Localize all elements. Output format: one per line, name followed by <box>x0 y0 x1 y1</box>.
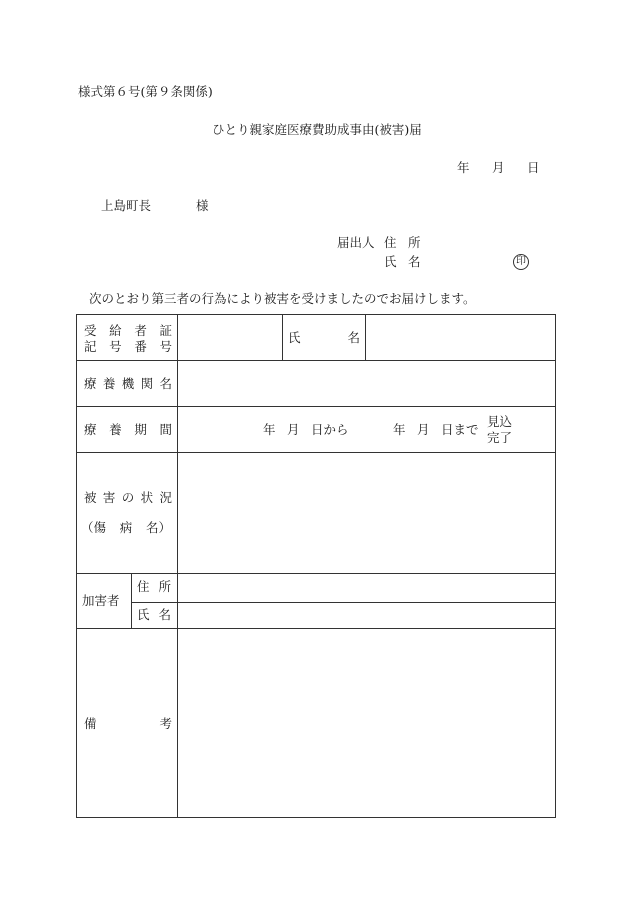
remarks-label: 備 考 <box>84 716 172 731</box>
application-form-table <box>76 314 556 818</box>
date-year-label: 年 <box>457 160 470 175</box>
period-to-day: 日まで <box>441 422 479 437</box>
perpetrator-address-label: 住 所 <box>137 579 171 594</box>
perpetrator-address-input[interactable] <box>178 574 555 602</box>
status-completed-option[interactable]: 完了 <box>487 430 513 445</box>
period-to-month: 月 <box>417 422 430 437</box>
perpetrator-name-label: 氏 名 <box>137 607 171 622</box>
institution-input[interactable] <box>178 361 555 406</box>
damage-status-label: 被 害 の 状 況 <box>84 490 172 505</box>
date-day-label: 日 <box>527 160 540 175</box>
applicant-name-label-2: 名 <box>408 254 421 269</box>
row-divider <box>77 406 555 407</box>
cert-number-label-line2: 記 号 番 号 <box>84 339 172 354</box>
addressee-name: 上島町長 <box>101 198 152 213</box>
institution-label: 療 養 機 関 名 <box>84 376 172 391</box>
cert-number-label-line1: 受 給 者 証 <box>84 323 172 338</box>
applicant-name-label-1: 氏 <box>384 254 397 269</box>
perpetrator-name-input[interactable] <box>178 603 555 628</box>
applicant-address-label-1: 住 <box>384 235 397 250</box>
applicant-label: 届出人 <box>337 235 375 250</box>
period-from-year: 年 <box>263 422 276 437</box>
period-from-month: 月 <box>287 422 300 437</box>
intro-text: 次のとおり第三者の行為により被害を受けましたのでお届けします。 <box>89 291 476 306</box>
period-label: 療 養 期 間 <box>84 422 172 437</box>
column-divider <box>282 315 283 360</box>
period-to-year: 年 <box>393 422 406 437</box>
seal-mark: 印 <box>513 254 529 270</box>
addressee-honorific: 様 <box>196 198 209 213</box>
applicant-address-label-2: 所 <box>408 235 421 250</box>
recipient-name-label: 氏 名 <box>288 330 360 345</box>
column-divider <box>131 573 132 628</box>
date-month-label: 月 <box>492 160 505 175</box>
injury-name-label: （傷 病 名） <box>81 520 171 535</box>
remarks-input[interactable] <box>178 629 555 817</box>
perpetrator-label: 加害者 <box>82 593 120 608</box>
form-title: ひとり親家庭医療費助成事由(被害)届 <box>212 122 422 137</box>
form-number: 様式第６号(第９条関係) <box>78 84 213 99</box>
cert-number-input[interactable] <box>178 316 282 360</box>
damage-status-input[interactable] <box>178 453 555 573</box>
recipient-name-input[interactable] <box>366 316 555 360</box>
status-expected-option[interactable]: 見込 <box>487 414 513 429</box>
period-from-day: 日から <box>311 422 349 437</box>
